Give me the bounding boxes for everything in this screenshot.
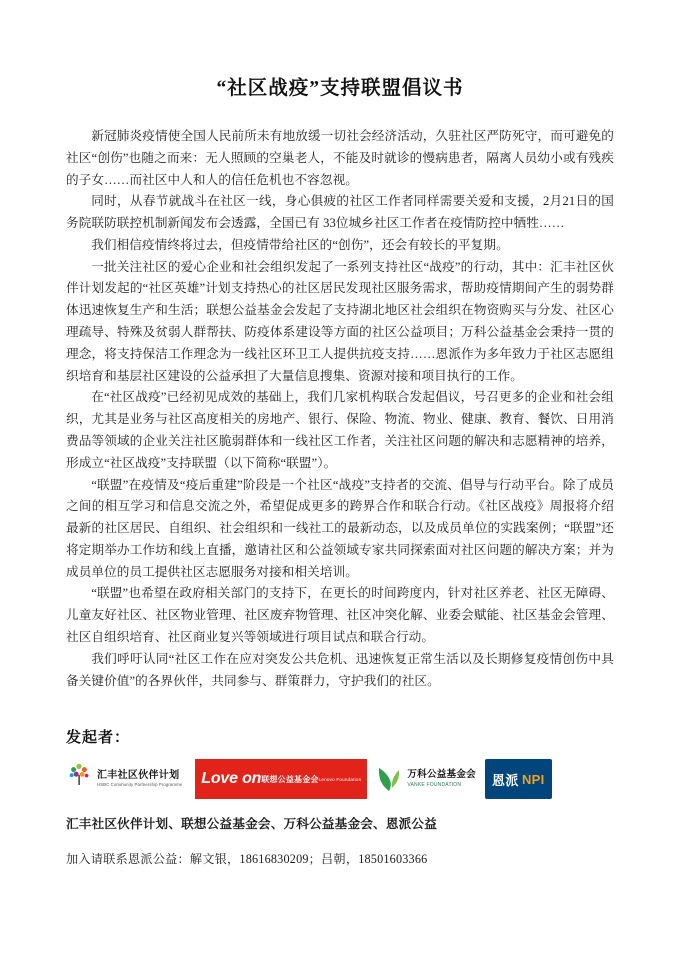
hsbc-logo-en: HSBC Community Partnership Programme <box>97 782 183 788</box>
paragraph-2: 同时，从春节就战斗在社区一线，身心俱疲的社区工作者同样需要关爱和支援，2月21日的国务院联防联控机制新闻发布会透露，全国已有 33位城乡社区工作者在疫情防控中牺牲…… <box>66 194 614 231</box>
vanke-logo-cn: 万科公益基金会 <box>407 769 476 781</box>
npi-logo-en: NPI <box>521 771 545 787</box>
tree-glyph-icon <box>69 763 89 785</box>
vanke-logo-en: VANKE FOUNDATION <box>407 781 462 788</box>
join-contact-line: 加入请联系恩派公益：解文银，18616830209；吕朝，18501603366 <box>66 852 428 867</box>
vanke-logo-text <box>407 770 476 788</box>
initiator-logos <box>66 759 614 799</box>
hsbc-logo-text <box>97 771 182 788</box>
initiators-list: 汇丰社区伙伴计划、联想公益基金会、万科公益基金会、恩派公益 <box>66 817 438 832</box>
lenovo-logo-main: Love on <box>201 769 262 787</box>
paragraph-7: “联盟”也希望在政府相关部门的支持下，在更长的时间跨度内，针对社区养老、社区无障碍、儿童友好社区、社区物业管理、社区废弃物管理、社区冲突化解、业委会赋能、社区基金会管理、社区自组织培育、社区商业复兴等领域进行项目试点和联合行动。 <box>66 586 614 644</box>
page-title: “社区战疫”支持联盟倡议书 <box>216 78 464 99</box>
initiators-label: 发起者： <box>66 730 131 747</box>
vanke-leaf-glyph-icon <box>376 765 402 793</box>
document-page <box>0 72 680 956</box>
paragraph-6: “联盟”在疫情及“疫后重建”阶段是一个社区“战疫”支持者的交流、倡导与行动平台。除了成员之间的相互学习和信息交流之外，希望促成更多的跨界合作和联合行动。《社区战疫》周报将介绍最新的社区居民、自组织、社会组织和一线社工的最新动态，以及成员单位的实践案例；“联盟”还将定期举办工作坊和线上直播，邀请社区和公益领域专家共同探索面对社区问题的解决方案；并为成员单位的员工提供社区志愿服务对接和相关培训。 <box>66 477 614 579</box>
lenovo-logo-en: Lenovo Foundation <box>318 776 362 782</box>
paragraph-1: 新冠肺炎疫情使全国人民前所未有地放缓一切社会经济活动，久驻社区严防死守，而可避免的社区“创伤”也随之而来：无人照顾的空巢老人，不能及时就诊的慢病患者，隔离人员幼小或有残疾的子女……而社区中人和人的信任危机也不容忽视。 <box>66 129 614 187</box>
paragraph-5: 在“社区战疫”已经初见成效的基础上，我们几家机构联合发起倡议，号召更多的企业和社会组织，尤其是业务与社区高度相关的房地产、银行、保险、物流、物业、健康、教育、餐饮、日用消费品等领域的企业关注社区脆弱群体和一线社区工作者，关注社区问题的解决和志愿精神的培养，形成立“社区战疫”支持联盟（以下简称“联盟”）。 <box>66 390 614 470</box>
vanke-leaf-icon <box>376 765 402 793</box>
hsbc-logo-cn: 汇丰社区伙伴计划 <box>97 769 180 781</box>
lenovo-logo-cn: 联想公益基金会 <box>261 775 319 785</box>
paragraph-3: 我们相信疫情终将过去，但疫情带给社区的“创伤”，还会有较长的平复期。 <box>91 237 509 252</box>
paragraph-4: 一批关注社区的爱心企业和社会组织发起了一系列支持社区“战疫”的行动，其中：汇丰社区伙伴计划发起的“社区英雄”计划支持热心的社区居民发现社区服务需求，帮助疫情期间产生的弱势群体迅速恢复生产和生活；联想公益基金会发起了支持湖北地区社会组织在物资购买与分发、社区心理疏导、特殊及贫弱人群帮扶、防疫体系建设等方面的社区公益项目；万科公益基金会秉持一贯的理念，将支持保洁工作理念为一线社区环卫工人提供抗疫支持……恩派作为多年致力于社区志愿组织培育和基层社区建设的公益承担了大量信息搜集、资源对接和项目执行的工作。 <box>66 259 614 383</box>
vanke-foundation-logo <box>376 759 476 799</box>
paragraph-8: 我们呼吁认同“社区工作在应对突发公共危机、迅速恢复正常生活以及长期修复疫情创伤中具备关键价值”的各界伙伴，共同参与、群策群力，守护我们的社区。 <box>66 651 614 688</box>
npi-logo-cn: 恩派 <box>491 772 519 788</box>
tree-icon <box>66 762 92 796</box>
lenovo-foundation-logo <box>195 759 367 799</box>
document-body <box>66 126 614 692</box>
npi-logo <box>485 759 552 799</box>
hsbc-community-partnership-logo <box>66 759 186 799</box>
